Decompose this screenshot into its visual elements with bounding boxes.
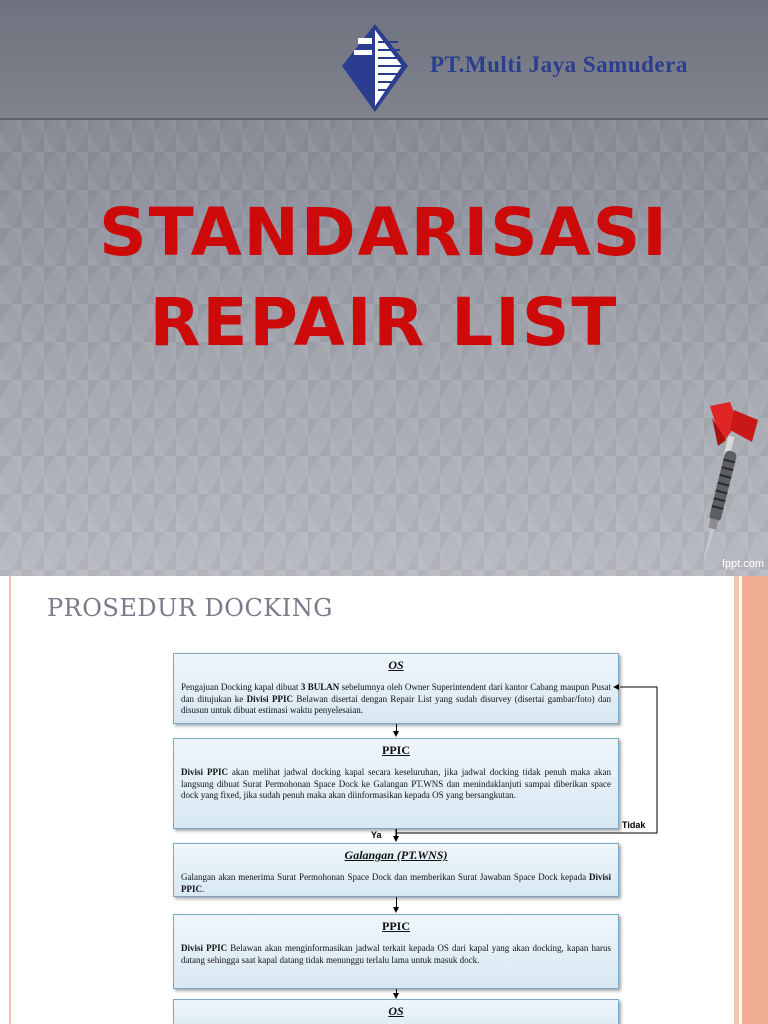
label-ya: Ya <box>371 830 382 840</box>
body-text: Belawan akan menginformasikan jadwal terkait kepada OS dari kapal yang akan docking, kapan harus datang sehingga saat kapal datang tidak menunggu terlalu lama untuk masuk dock. <box>181 943 611 965</box>
body-text: Galangan akan menerima Surat Permohonan Space Dock dan memberikan Surat Jawaban Space Dock kepada <box>181 872 589 882</box>
label-tidak: Tidak <box>622 820 646 830</box>
bold-text: 3 BULAN <box>300 682 340 692</box>
slide2-title: PROSEDUR DOCKING <box>47 594 333 622</box>
flow-box-text <box>174 943 618 966</box>
flow-box-heading: PPIC <box>382 743 410 757</box>
flowchart-slide <box>0 576 768 1024</box>
body-text: Pengajuan Docking kapal dibuat <box>181 682 301 692</box>
title-line-2: REPAIR LIST <box>149 284 619 361</box>
title-line-1: STANDARISASI <box>99 194 669 271</box>
bold-text: Divisi PPIC <box>181 872 611 894</box>
watermark: fppt.com <box>721 558 764 570</box>
flow-box-heading: Galangan (PT.WNS) <box>344 848 448 862</box>
left-rule <box>9 576 11 1024</box>
body-text: sebelumnya oleh Owner Superintendent dari kantor Cabang maupun Pusat dan ditujukan ke <box>181 682 611 704</box>
company-name: PT.Multi Jaya Samudera <box>430 52 688 77</box>
flow-box-galangan <box>173 843 619 897</box>
bold-text: Divisi PPIC <box>181 767 228 777</box>
right-stripes <box>734 576 768 1024</box>
flow-box-ppic-2 <box>173 914 619 989</box>
flow-box-heading: PPIC <box>382 919 410 933</box>
flow-arrow-head <box>393 907 399 913</box>
flow-arrow-head <box>393 836 399 842</box>
flow-box-os-2 <box>173 999 619 1024</box>
body-text: Belawan disertai dengan Repair List yang sudah disurvey (disertai gambar/foto) dan disusun untuk dibuat estimasi waktu penyelesaian. <box>181 693 611 715</box>
flow-box-heading: OS <box>388 1004 404 1018</box>
body-text: akan melihat jadwal docking kapal secara keseluruhan, jika jadwal docking tidak penuh maka akan langsung dibuat Surat Permohonan Space Dock ke Galangan PT.WNS dan menindaklanjuti sampai diberikan space dock yang fixed, jika sudah penuh maka akan diinformasikan kepada OS yang bersangkutan. <box>181 767 611 800</box>
flow-box-heading: OS <box>388 658 404 672</box>
bold-text: Divisi PPIC <box>246 693 293 704</box>
ship-logo-icon <box>340 22 410 114</box>
slide-title <box>0 188 768 368</box>
bold-text: Divisi PPIC <box>181 943 228 953</box>
header-divider <box>0 118 768 120</box>
flow-box-text <box>174 872 618 895</box>
dart-icon <box>682 400 762 570</box>
body-text: . <box>202 883 205 894</box>
